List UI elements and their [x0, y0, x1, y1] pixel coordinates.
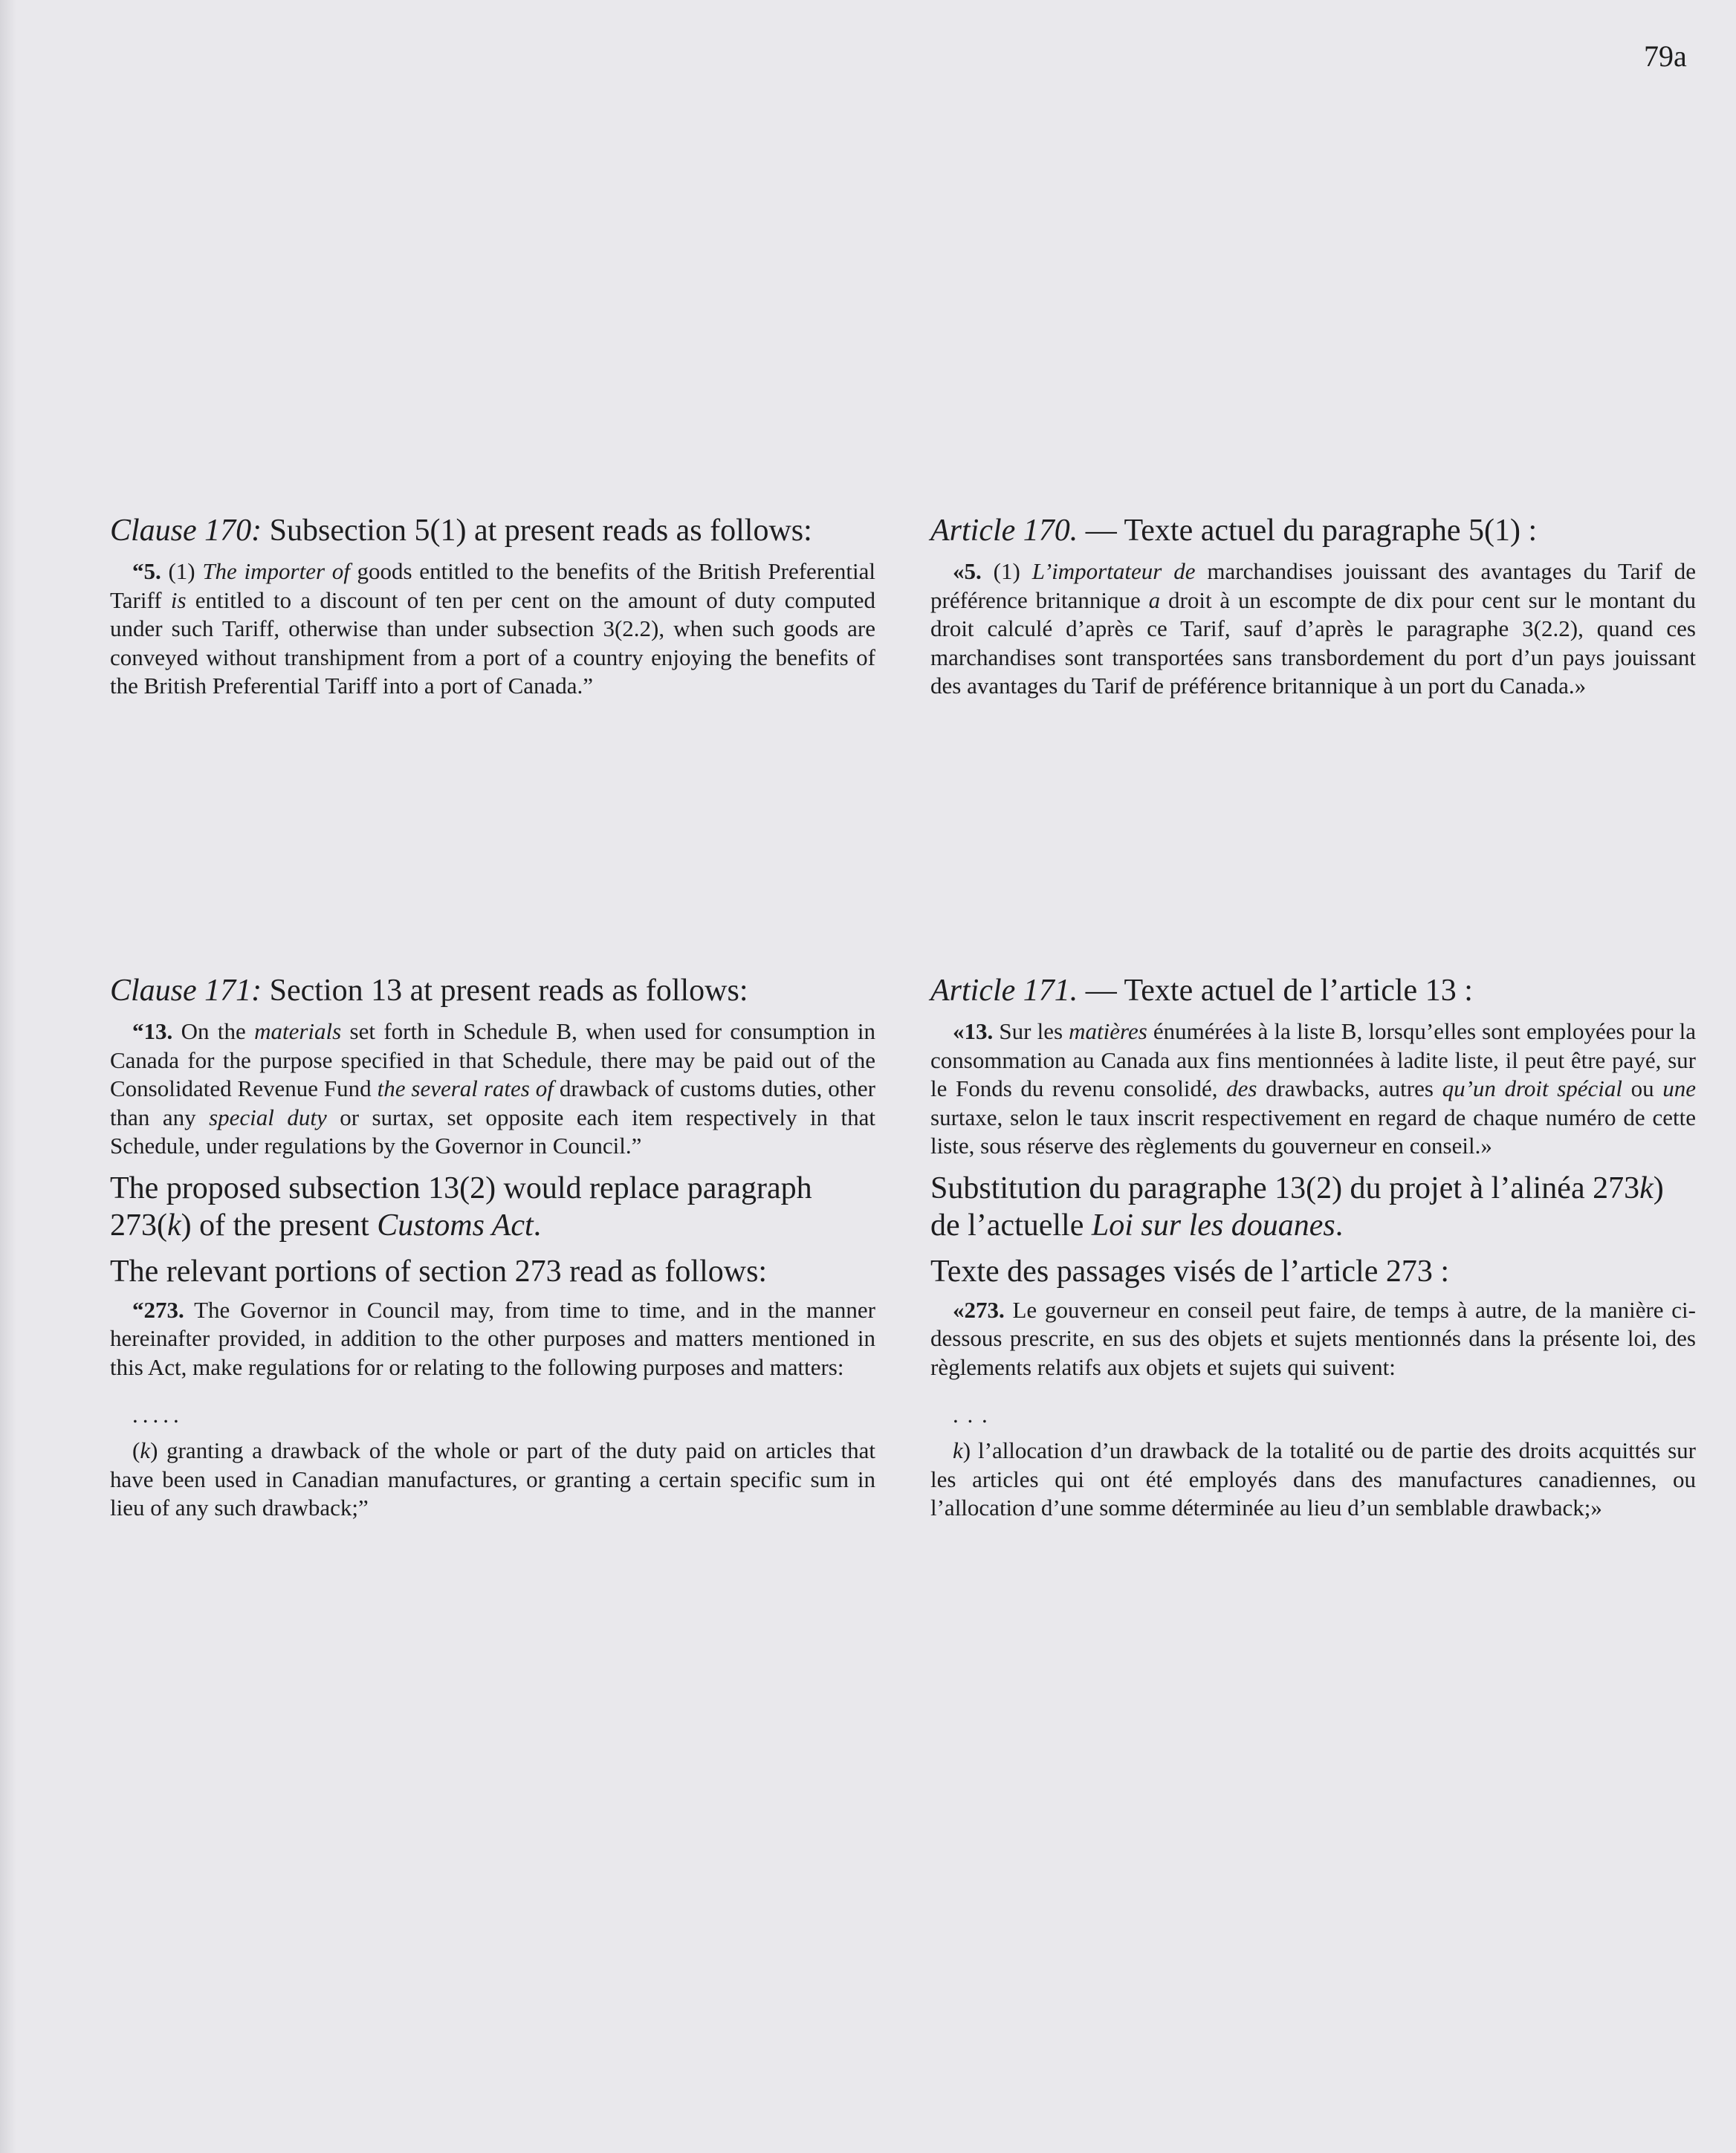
french-column	[930, 511, 1697, 1521]
clause-171-heading	[110, 971, 875, 1010]
substitution-italic-1: k	[1639, 1171, 1654, 1205]
page-number: 79a	[1644, 39, 1687, 73]
proposed-paragraph	[110, 1170, 875, 1244]
substitution-text-2: ) de l’actuelle	[930, 1171, 1664, 1243]
texte-passages-heading: Texte des passages visés de l’article 273 :	[930, 1254, 1450, 1289]
section-273-number: “273.	[132, 1296, 184, 1323]
article-171-text-2: énumérées à la liste B, lorsqu’elles sont employées pour la consommation au Canada aux fins mentionnées à ladite liste, il peut être payé, sur le Fonds du revenu consolidé,	[930, 1018, 1697, 1101]
article-170-block	[930, 511, 1696, 701]
proposed-text-3: .	[533, 1208, 542, 1243]
clause-170-heading	[110, 511, 875, 550]
page-binding-shadow	[0, 0, 16, 2153]
article-171-block	[930, 971, 1696, 1523]
omission-dots: .....	[132, 1402, 184, 1428]
clause-171-italic-3: special duty	[209, 1104, 327, 1130]
article-171-heading-text: — Texte actuel de l’article 13 :	[1078, 974, 1473, 1008]
substitution-text-3: .	[1335, 1208, 1344, 1243]
clause-171-text-3: drawback of customs duties, other than any	[110, 1075, 875, 1130]
proposed-text-2: ) of the present	[181, 1208, 378, 1243]
proposed-italic-1: k	[167, 1208, 181, 1243]
alinea-k-text: ) l’allocation d’un drawback de la totalité ou de partie des droits acquittés sur les articles qui ont été employés dans des manufactures canadiennes, ou l’allocation d’une somme déterminée au lieu d’un semblable drawback;»	[930, 1437, 1696, 1521]
article-170-quote	[930, 557, 1696, 701]
article-171-quote	[930, 1017, 1696, 1161]
article-171-italic-3: qu’un droit spécial	[1442, 1075, 1623, 1101]
clause-170-text-2: entitled to a discount of ten per cent on the amount of duty computed under such Tariff, otherwise than under subsection 3(2.2), when such goods are conveyed without transhipment from a port of a country enjoying the benefits of the British Preferential Tariff into a port of Canada.”	[110, 586, 875, 699]
article-273-text: Le gouverneur en conseil peut faire, de temps à autre, de la manière ci-dessous prescrite, en sus des objets et sujets mentionnés dans la présente loi, des règlements relatifs aux objets et sujets qui suivent:	[930, 1296, 1696, 1380]
article-171-italic-2: des	[1226, 1075, 1257, 1101]
article-170-italic-2: a	[1148, 586, 1161, 613]
clause-171-text-1: On the	[172, 1018, 255, 1044]
alinea-k-quote	[930, 1437, 1696, 1523]
article-171-text-4: ou	[1622, 1075, 1663, 1101]
clause-171-italic-1: materials	[254, 1018, 342, 1044]
proposed-italic-2: Customs Act	[377, 1208, 534, 1243]
article-171-italic-4: une	[1662, 1075, 1697, 1101]
paragraph-k-quote	[110, 1437, 875, 1523]
clause-170-italic-2: is	[170, 586, 187, 613]
clause-170-text-1: goods entitled to the benefits of the British Preferential Tariff	[110, 558, 875, 613]
article-170-heading-label: Article 170.	[930, 514, 1078, 548]
clause-170-block	[110, 511, 875, 701]
clause-171-quote	[110, 1017, 875, 1161]
clause-170-heading-label: Clause 170:	[110, 514, 262, 548]
article-273-quote	[930, 1296, 1696, 1382]
article-170-text-1: marchandises jouissant des avantages du Tarif de préférence britannique	[930, 558, 1696, 613]
clause-171-text-2: set forth in Schedule B, when used for consumption in Canada for the purpose specified in that Schedule, there may be paid out of the Consolidated Revenue Fund	[110, 1018, 875, 1101]
section-273-quote	[110, 1296, 875, 1382]
paragraph-k-open: (	[132, 1437, 140, 1463]
article-170-heading-text: — Texte actuel du paragraphe 5(1) :	[1078, 514, 1538, 548]
article-171-text-5: surtaxe, selon le taux inscrit respectivement en regard de chaque numéro de cette liste, sous réserve des règlements du gouverneur en conseil.»	[930, 1104, 1696, 1159]
article-171-heading	[930, 971, 1696, 1010]
clause-170-quote-mark: “	[132, 558, 144, 584]
clause-171-block	[110, 971, 875, 1523]
article-170-text-2: droit à un escompte de dix pour cent sur le montant du droit calculé d’après ce Tarif, sauf d’après le paragraphe 3(2.2), quand ces marchandises sont transportées sans transbordement du port d’un pays jouissant des avantages du Tarif de préférence britannique à un port du Canada.»	[930, 586, 1697, 699]
article-273-number: «273.	[953, 1296, 1005, 1323]
article-170-italic-1: L’importateur de	[1031, 558, 1196, 584]
article-170-subsection: (1)	[981, 558, 1032, 584]
article-171-italic-1: matières	[1069, 1018, 1147, 1044]
clause-171-heading-label: Clause 171:	[110, 974, 262, 1008]
clause-171-text-4: or surtax, set opposite each item respectively in that Schedule, under regulations by the Governor in Council.”	[110, 1104, 875, 1159]
clause-170-italic-1: The importer of	[202, 558, 350, 584]
paragraph-k-text: ) granting a drawback of the whole or part of the duty paid on articles that have been used in Canadian manufactures, or granting a certain specific sum in lieu of any such drawback;”	[110, 1437, 875, 1521]
article-171-section-number: «13.	[953, 1018, 994, 1044]
clause-171-heading-text: Section 13 at present reads as follows:	[262, 974, 748, 1008]
clause-170-quote	[110, 557, 875, 701]
substitution-paragraph	[930, 1170, 1696, 1244]
relevant-portions-heading: The relevant portions of section 273 read as follows:	[110, 1254, 768, 1289]
alinea-k-letter: k	[953, 1437, 963, 1463]
article-170-section-number: «5.	[953, 558, 982, 584]
section-273-text: The Governor in Council may, from time to time, and in the manner hereinafter provided, in addition to the other purposes and matters mentioned in this Act, make regulations for or relating to the following purposes and matters:	[110, 1296, 875, 1380]
english-column	[110, 511, 875, 1521]
clause-170-subsection: (1)	[161, 558, 203, 584]
clause-171-section-number: “13.	[132, 1018, 173, 1044]
clause-170-section-number: 5.	[143, 558, 161, 584]
article-171-text-3: drawbacks, autres	[1257, 1075, 1442, 1101]
substitution-text-1: Substitution du paragraphe 13(2) du projet à l’alinéa 273	[930, 1171, 1640, 1205]
french-omission-dots: . . .	[953, 1402, 989, 1428]
article-171-heading-label: Article 171.	[930, 974, 1078, 1008]
proposed-text-1: The proposed subsection 13(2) would replace paragraph 273(	[110, 1171, 812, 1243]
paragraph-k-letter: k	[140, 1437, 151, 1463]
article-170-heading	[930, 511, 1696, 550]
clause-171-italic-2: the several rates of	[377, 1075, 554, 1101]
clause-170-heading-text: Subsection 5(1) at present reads as follows:	[262, 514, 812, 548]
substitution-italic-2: Loi sur les douanes	[1091, 1208, 1335, 1243]
article-171-text-1: Sur les	[993, 1018, 1069, 1044]
